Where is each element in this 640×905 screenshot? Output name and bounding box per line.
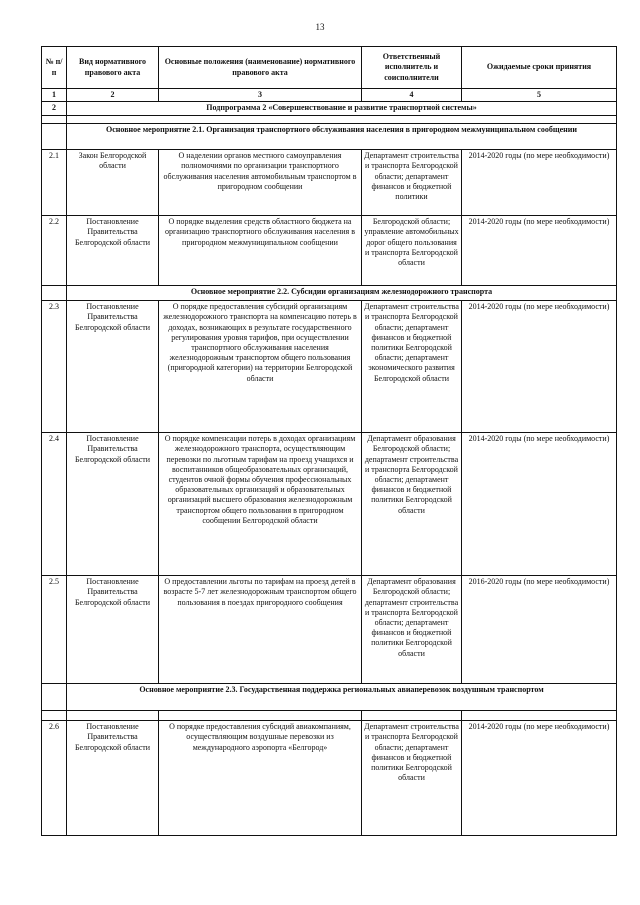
section-heading-row xyxy=(42,684,617,711)
row-executor: Департамент строительства и транспорта Белгородской области; департамент финансов и бюджетной политики xyxy=(362,150,462,216)
page-number: 13 xyxy=(315,22,325,32)
row-executor: Белгородской области; управление автомобильных дорог общего пользования и транспорта Белгородской области xyxy=(362,216,462,286)
row-number: 2.6 xyxy=(42,721,67,836)
row-act-content: О порядке выделения средств областного бюджета на организацию транспортного обслуживания населения в пригородном межмуниципальном сообщении xyxy=(159,216,362,286)
row-term: 2014-2020 годы (по мере необходимости) xyxy=(462,721,617,836)
column-number: 3 xyxy=(159,89,362,102)
row-act-type: Постановление Правительства Белгородской области xyxy=(67,576,159,684)
section-heading-row xyxy=(42,286,617,301)
row-number: 2.3 xyxy=(42,301,67,433)
table-row xyxy=(42,216,617,286)
row-act-type: Постановление Правительства Белгородской области xyxy=(67,301,159,433)
section-heading-row xyxy=(42,124,617,150)
table-row xyxy=(42,433,617,576)
subprogram-title: Подпрограмма 2 «Совершенствование и развитие транспортной системы» xyxy=(67,102,617,116)
document-table xyxy=(41,46,617,836)
spacer-row xyxy=(42,711,617,721)
row-term: 2014-2020 годы (по мере необходимости) xyxy=(462,301,617,433)
header-number: № п/п xyxy=(42,47,67,89)
table-row xyxy=(42,721,617,836)
column-number-row xyxy=(42,89,617,102)
row-executor: Департамент строительства и транспорта Белгородской области; департамент финансов и бюджетной политики Белгородской области xyxy=(362,721,462,836)
row-term: 2014-2020 годы (по мере необходимости) xyxy=(462,433,617,576)
header-executor: Ответственный исполнитель и соисполнители xyxy=(362,47,462,89)
row-act-content: О порядке предоставления субсидий организациям железнодорожного транспорта на компенсацию потерь в доходах, возникающих в результате государственного регулирования уровня тарифов, при осуществлении транспортного обслуживания населения железнодорожным транспортом общего пользования (пригородной категории) на территории Белгородской области xyxy=(159,301,362,433)
row-act-type: Постановление Правительства Белгородской области xyxy=(67,216,159,286)
table-row xyxy=(42,301,617,433)
table-row xyxy=(42,576,617,684)
row-executor: Департамент строительства и транспорта Белгородской области; департамент финансов и бюджетной политики Белгородской области; департамент экономического развития Белгородской области xyxy=(362,301,462,433)
table-header-row xyxy=(42,47,617,89)
column-number: 4 xyxy=(362,89,462,102)
section-title: Основное мероприятие 2.1. Организация транспортного обслуживания населения в пригородном межмуниципальном сообщении xyxy=(67,124,617,150)
row-act-content: О порядке предоставления субсидий авиакомпаниям, осуществляющим воздушные перевозки из международного аэропорта «Белгород» xyxy=(159,721,362,836)
row-term: 2014-2020 годы (по мере необходимости) xyxy=(462,150,617,216)
table-row xyxy=(42,150,617,216)
column-number: 5 xyxy=(462,89,617,102)
row-act-type: Постановление Правительства Белгородской области xyxy=(67,721,159,836)
column-number: 2 xyxy=(67,89,159,102)
header-term: Ожидаемые сроки принятия xyxy=(462,47,617,89)
row-number: 2.5 xyxy=(42,576,67,684)
section-title: Основное мероприятие 2.2. Субсидии организациям железнодорожного транспорта xyxy=(67,286,617,301)
row-act-type: Постановление Правительства Белгородской области xyxy=(67,433,159,576)
header-act-content: Основные положения (наименование) нормативного правового акта xyxy=(159,47,362,89)
row-act-content: О порядке компенсации потерь в доходах организациям железнодорожного транспорта, осуществляющим перевозки по льготным тарифам на проезд учащихся и воспитанников общеобразовательных организаций, студентов очной формы обучения профессиональных образовательных организаций и образовательных организаций высшего образования железнодорожным транспортом общего пользования в пригородном сообщении Белгородской области xyxy=(159,433,362,576)
header-act-type: Вид нормативного правового акта xyxy=(67,47,159,89)
row-act-content: О наделении органов местного самоуправления полномочиями по организации транспортного обслуживания населения автомобильным транспортом в пригородном сообщении xyxy=(159,150,362,216)
row-number: 2.1 xyxy=(42,150,67,216)
spacer-row xyxy=(42,116,617,124)
column-number: 1 xyxy=(42,89,67,102)
section-title: Основное мероприятие 2.3. Государственная поддержка региональных авиаперевозок воздушным транспортом xyxy=(67,684,617,711)
subprogram-row xyxy=(42,102,617,116)
row-executor: Департамент образования Белгородской области; департамент строительства и транспорта Белгородской области; департамент финансов и бюджетной политики Белгородской области xyxy=(362,576,462,684)
row-act-type: Закон Белгородской области xyxy=(67,150,159,216)
row-number: 2.2 xyxy=(42,216,67,286)
row-executor: Департамент образования Белгородской области; департамент строительства и транспорта Белгородской области; департамент финансов и бюджетной политики Белгородской области xyxy=(362,433,462,576)
row-term: 2014-2020 годы (по мере необходимости) xyxy=(462,216,617,286)
row-term: 2016-2020 годы (по мере необходимости) xyxy=(462,576,617,684)
row-act-content: О предоставлении льготы по тарифам на проезд детей в возрасте 5-7 лет железнодорожным транспортом общего пользования в поездах пригородного сообщения xyxy=(159,576,362,684)
subprogram-number: 2 xyxy=(42,102,67,116)
row-number: 2.4 xyxy=(42,433,67,576)
